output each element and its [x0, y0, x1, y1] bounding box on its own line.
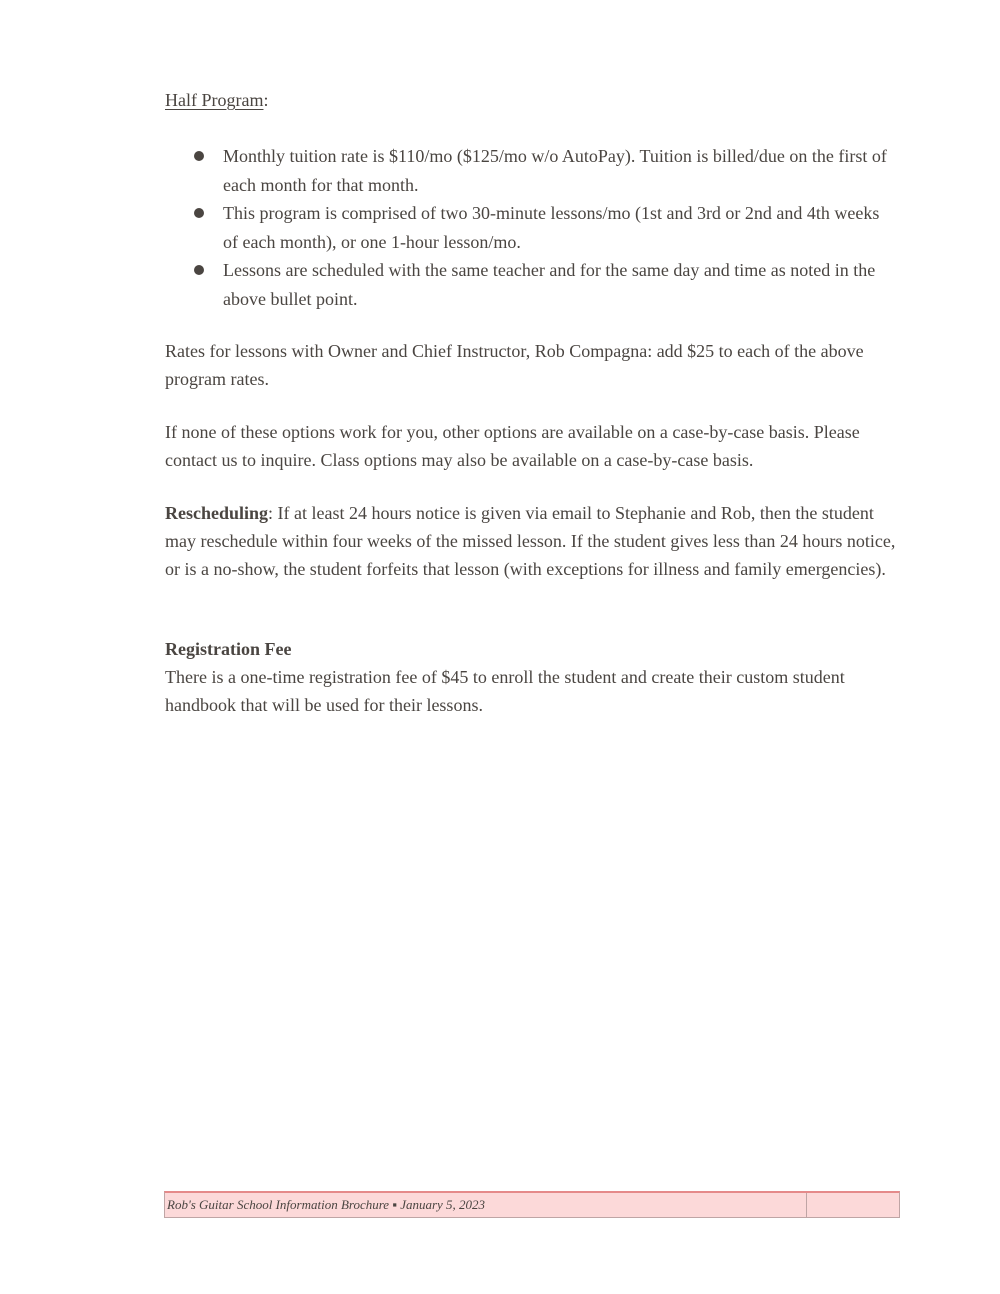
list-item — [165, 142, 893, 199]
page-footer — [164, 1191, 900, 1218]
rescheduling-paragraph — [165, 499, 905, 583]
rescheduling-label: Rescheduling — [165, 503, 269, 523]
footer-side-cell — [807, 1193, 899, 1217]
list-item — [165, 199, 893, 256]
rescheduling-text: : If at least 24 hours notice is given via email to Stephanie and Rob, then the student may reschedule within four weeks of the missed lesson. If the student gives less than 24 hours notice, or is a no-show, the student forfeits that lesson (with exceptions for illness and family emergencies). — [165, 503, 896, 579]
options-paragraph: If none of these options work for you, other options are available on a case-by-case basis. Please contact us to inquire. Class options may also be available on a case-by-case basis. — [165, 422, 860, 470]
bullet-icon — [194, 151, 204, 161]
half-program-heading — [165, 88, 269, 112]
bullet-text: Lessons are scheduled with the same teacher and for the same day and time as noted in the above bullet point. — [223, 260, 876, 309]
half-program-bullet-list — [165, 142, 905, 313]
list-item — [165, 256, 903, 313]
footer-text: Rob's Guitar School Information Brochure ▪ January 5, 2023 — [165, 1193, 807, 1217]
bullet-text: This program is comprised of two 30-minute lessons/mo (1st and 3rd or 2nd and 4th weeks of each month), or one 1-hour lesson/mo. — [223, 203, 880, 252]
registration-fee-paragraph: There is a one-time registration fee of $45 to enroll the student and create their custom student handbook that will be used for their lessons. — [165, 667, 845, 715]
bullet-icon — [194, 208, 204, 218]
bullet-text: Monthly tuition rate is $110/mo ($125/mo w/o AutoPay). Tuition is billed/due on the first of each month for that month. — [223, 146, 887, 195]
bullet-icon — [194, 265, 204, 275]
registration-fee-heading: Registration Fee — [165, 639, 292, 659]
rates-paragraph: Rates for lessons with Owner and Chief Instructor, Rob Compagna: add $25 to each of the above program rates. — [165, 341, 864, 389]
half-program-heading-text: Half Program — [165, 90, 264, 110]
half-program-heading-colon: : — [263, 90, 269, 110]
